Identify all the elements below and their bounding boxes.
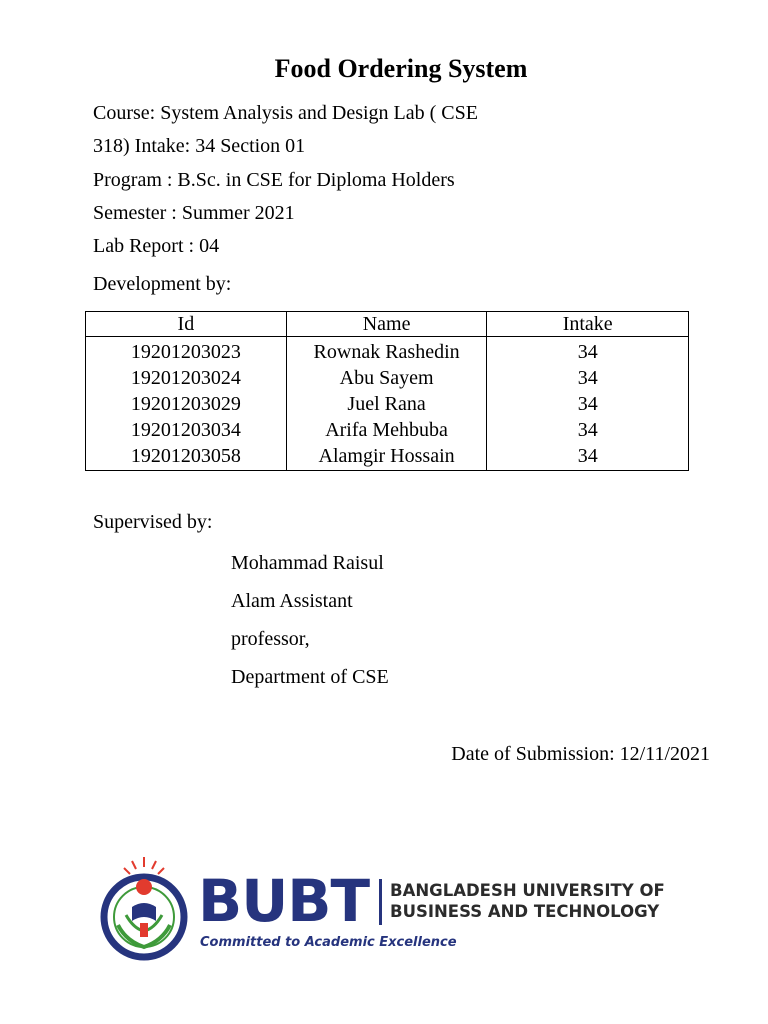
logo-university-name bbox=[390, 880, 665, 922]
cell-id: 19201203058 bbox=[86, 443, 287, 471]
logo-tagline: Committed to Academic Excellence bbox=[200, 935, 457, 950]
supervisor-line-3: professor, bbox=[231, 628, 310, 650]
table-row bbox=[86, 417, 689, 443]
supervisor-line-4: Department of CSE bbox=[231, 666, 389, 688]
semester-line: Semester : Summer 2021 bbox=[93, 202, 295, 224]
cell-name: Abu Sayem bbox=[286, 365, 487, 391]
cell-intake: 34 bbox=[487, 365, 689, 391]
cell-intake: 34 bbox=[487, 337, 689, 366]
supervisor-line-2: Alam Assistant bbox=[231, 590, 353, 612]
cell-name: Arifa Mehbuba bbox=[286, 417, 487, 443]
members-table bbox=[85, 311, 689, 471]
cell-id: 19201203034 bbox=[86, 417, 287, 443]
cell-name: Juel Rana bbox=[286, 391, 487, 417]
supervisor-line-1: Mohammad Raisul bbox=[231, 552, 384, 574]
table-row bbox=[86, 391, 689, 417]
course-line-1: Course: System Analysis and Design Lab ( CSE bbox=[93, 102, 478, 124]
logo-name-line-2: BUSINESS AND TECHNOLOGY bbox=[390, 902, 660, 921]
program-line: Program : B.Sc. in CSE for Diploma Holders bbox=[93, 169, 455, 191]
cell-id: 19201203029 bbox=[86, 391, 287, 417]
date-of-submission: Date of Submission: 12/11/2021 bbox=[451, 743, 710, 765]
header-intake: Intake bbox=[487, 312, 689, 337]
cell-intake: 34 bbox=[487, 417, 689, 443]
header-name: Name bbox=[286, 312, 487, 337]
table-row bbox=[86, 443, 689, 471]
cell-name: Alamgir Hossain bbox=[286, 443, 487, 471]
logo-acronym: BUBT bbox=[198, 867, 370, 935]
cell-intake: 34 bbox=[487, 443, 689, 471]
header-id: Id bbox=[86, 312, 287, 337]
cell-id: 19201203024 bbox=[86, 365, 287, 391]
supervised-by-label: Supervised by: bbox=[93, 511, 213, 533]
table-row bbox=[86, 365, 689, 391]
lab-report-line: Lab Report : 04 bbox=[93, 235, 220, 257]
course-line-2: 318) Intake: 34 Section 01 bbox=[93, 135, 306, 157]
cell-id: 19201203023 bbox=[86, 337, 287, 366]
document-title: Food Ordering System bbox=[274, 54, 528, 83]
developed-by-label: Development by: bbox=[93, 273, 232, 295]
table-header-row bbox=[86, 312, 689, 337]
logo-divider bbox=[379, 879, 382, 925]
cell-intake: 34 bbox=[487, 391, 689, 417]
table-row bbox=[86, 337, 689, 366]
logo-name-line-1: BANGLADESH UNIVERSITY OF bbox=[390, 881, 665, 900]
cell-name: Rownak Rashedin bbox=[286, 337, 487, 366]
